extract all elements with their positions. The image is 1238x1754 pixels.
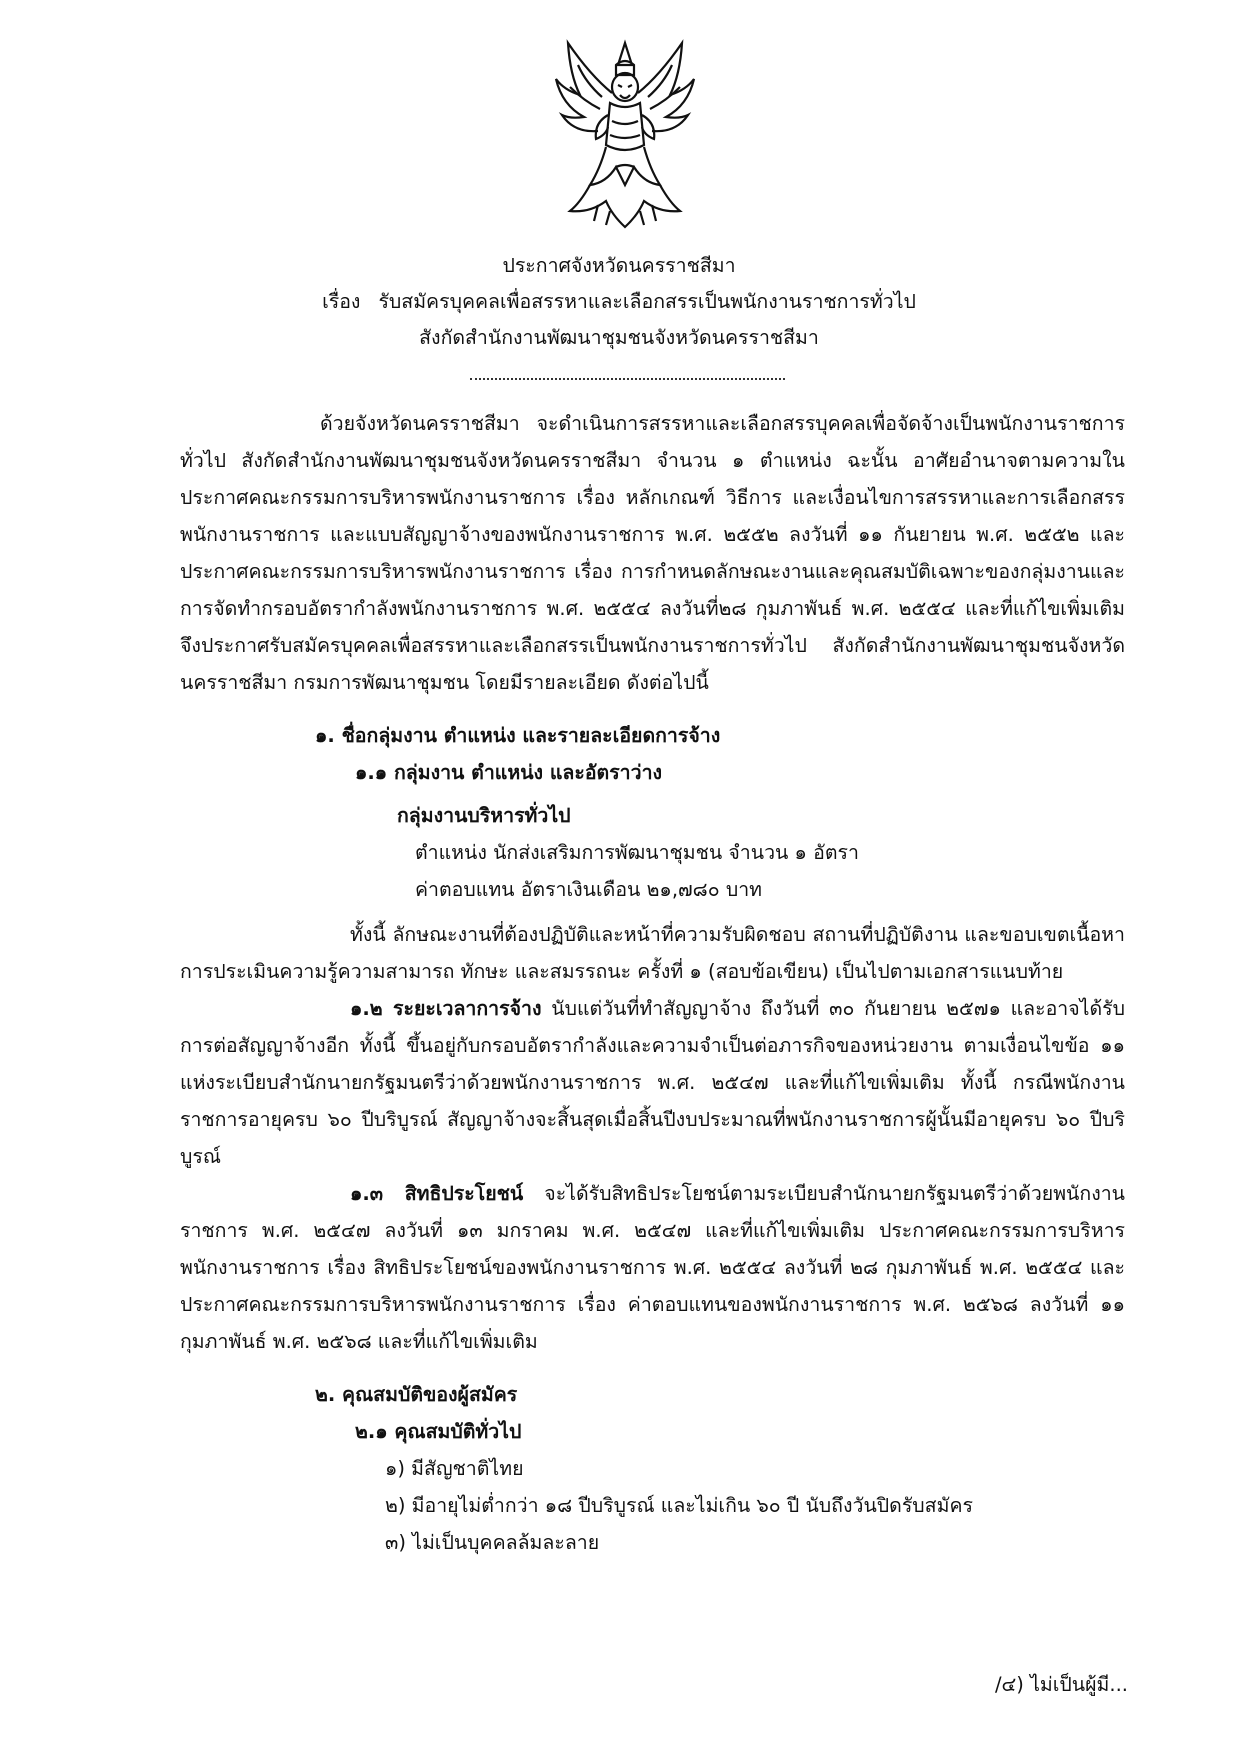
section-1-heading: ๑. ชื่อกลุ่มงาน ตำแหน่ง และรายละเอียดการจ้าง [315, 724, 721, 747]
document-body [180, 405, 1125, 1561]
dotted-divider [470, 378, 785, 380]
job-group: กลุ่มงานบริหารทั่วไป [397, 804, 571, 827]
announcement-title: ประกาศจังหวัดนครราชสีมา [502, 254, 736, 277]
duties-paragraph: ทั้งนี้ ลักษณะงานที่ต้องปฏิบัติและหน้าที่ความรับผิดชอบ สถานที่ปฏิบัติงาน และขอบเขตเนื้อหาการประเมินความรู้ความสามารถ ทักษะ และสมรรถนะ ครั้งที่ ๑ (สอบข้อเขียน) เป็นไปตามเอกสารแนบท้าย [180, 923, 1125, 983]
announcement-header [0, 248, 1238, 356]
position-line: ตำแหน่ง นักส่งเสริมการพัฒนาชุมชน จำนวน ๑ อัตรา [415, 841, 859, 864]
continuation-marker: /๔) ไม่เป็นผู้มี... [994, 1673, 1128, 1696]
intro-paragraph: ด้วยจังหวัดนครราชสีมา จะดำเนินการสรรหาและเลือกสรรบุคคลเพื่อจัดจ้างเป็นพนักงานราชการทั่วไป สังกัดสำนักงานพัฒนาชุมชนจังหวัดนครราชสีมา จำนวน ๑ ตำแหน่ง ฉะนั้น อาศัยอำนาจตามความในประกาศคณะกรรมการบริหารพนักงานราชการ เรื่อง หลักเกณฑ์ วิธีการ และเงื่อนไขการสรรหาและการเลือกสรรพนักงานราชการ และแบบสัญญาจ้างของพนักงานราชการ พ.ศ. ๒๕๕๒ ลงวันที่ ๑๑ กันยายน พ.ศ. ๒๕๕๒ และประกาศคณะกรรมการบริหารพนักงานราชการ เรื่อง การกำหนดลักษณะงานและคุณสมบัติเฉพาะของกลุ่มงานและการจัดทำกรอบอัตรากำลังพนักงานราชการ พ.ศ. ๒๕๕๔ ลงวันที่๒๘ กุมภาพันธ์ พ.ศ. ๒๕๕๔ และที่แก้ไขเพิ่มเติม จึงประกาศรับสมัครบุคคลเพื่อสรรหาและเลือกสรรเป็นพนักงานราชการทั่วไป สังกัดสำนักงานพัฒนาชุมชนจังหวัดนครราชสีมา กรมการพัฒนาชุมชน โดยมีรายละเอียด ดังต่อไปนี้ [180, 412, 1125, 694]
list-item: ๒) มีอายุไม่ต่ำกว่า ๑๘ ปีบริบูรณ์ และไม่เกิน ๖๐ ปี นับถึงวันปิดรับสมัคร [385, 1494, 973, 1517]
section-1-1-heading: ๑.๑ กลุ่มงาน ตำแหน่ง และอัตราว่าง [355, 761, 663, 784]
salary-line: ค่าตอบแทน อัตราเงินเดือน ๒๑,๗๘๐ บาท [415, 878, 763, 901]
section-2-1-heading: ๒.๑ คุณสมบัติทั่วไป [355, 1420, 522, 1443]
section-1-3-text: จะได้รับสิทธิประโยชน์ตามระเบียบสำนักนายกรัฐมนตรีว่าด้วยพนักงานราชการ พ.ศ. ๒๕๔๗ ลงวันที่ ๑๓ มกราคม พ.ศ. ๒๕๔๗ และที่แก้ไขเพิ่มเติม ประกาศคณะกรรมการบริหารพนักงานราชการ เรื่อง สิทธิประโยชน์ของพนักงานราชการ พ.ศ. ๒๕๕๔ ลงวันที่ ๒๘ กุมภาพันธ์ พ.ศ. ๒๕๕๔ และประกาศคณะกรรมการบริหารพนักงานราชการ เรื่อง ค่าตอบแทนของพนักงานราชการ พ.ศ. ๒๕๖๘ ลงวันที่ ๑๑ กุมภาพันธ์ พ.ศ. ๒๕๖๘ และที่แก้ไขเพิ่มเติม [180, 1182, 1125, 1353]
announcement-affiliation: สังกัดสำนักงานพัฒนาชุมชนจังหวัดนครราชสีมา [419, 326, 819, 349]
qualification-list [180, 1450, 1125, 1561]
section-2-heading: ๒. คุณสมบัติของผู้สมัคร [315, 1383, 518, 1406]
section-1-3-paragraph [180, 1175, 1125, 1360]
section-1-2-text: นับแต่วันที่ทำสัญญาจ้าง ถึงวันที่ ๓๐ กันยายน ๒๕๗๑ และอาจได้รับการต่อสัญญาจ้างอีก ทั้งนี้ ขึ้นอยู่กับกรอบอัตรากำลังและความจำเป็นต่อภารกิจของหน่วยงาน ตามเงื่อนไขข้อ ๑๑ แห่งระเบียบสำนักนายกรัฐมนตรีว่าด้วยพนักงานราชการ พ.ศ. ๒๕๔๗ และที่แก้ไขเพิ่มเติม ทั้งนี้ กรณีพนักงานราชการอายุครบ ๖๐ ปีบริบูรณ์ สัญญาจ้างจะสิ้นสุดเมื่อสิ้นปีงบประมาณที่พนักงานราชการผู้นั้นมีอายุครบ ๖๐ ปีบริบูรณ์ [180, 997, 1125, 1168]
list-item: ๑) มีสัญชาติไทย [385, 1457, 524, 1480]
section-1-2-label: ๑.๒ ระยะเวลาการจ้าง [350, 997, 542, 1020]
section-1-3-label: ๑.๓ สิทธิประโยชน์ [350, 1182, 524, 1205]
announcement-subject [0, 284, 1238, 320]
section-1-2-paragraph [180, 990, 1125, 1175]
subject-text: รับสมัครบุคคลเพื่อสรรหาและเลือกสรรเป็นพนักงานราชการทั่วไป [378, 290, 916, 313]
subject-label: เรื่อง [322, 290, 361, 313]
list-item: ๓) ไม่เป็นบุคคลล้มละลาย [385, 1531, 600, 1554]
garuda-emblem [550, 35, 700, 235]
